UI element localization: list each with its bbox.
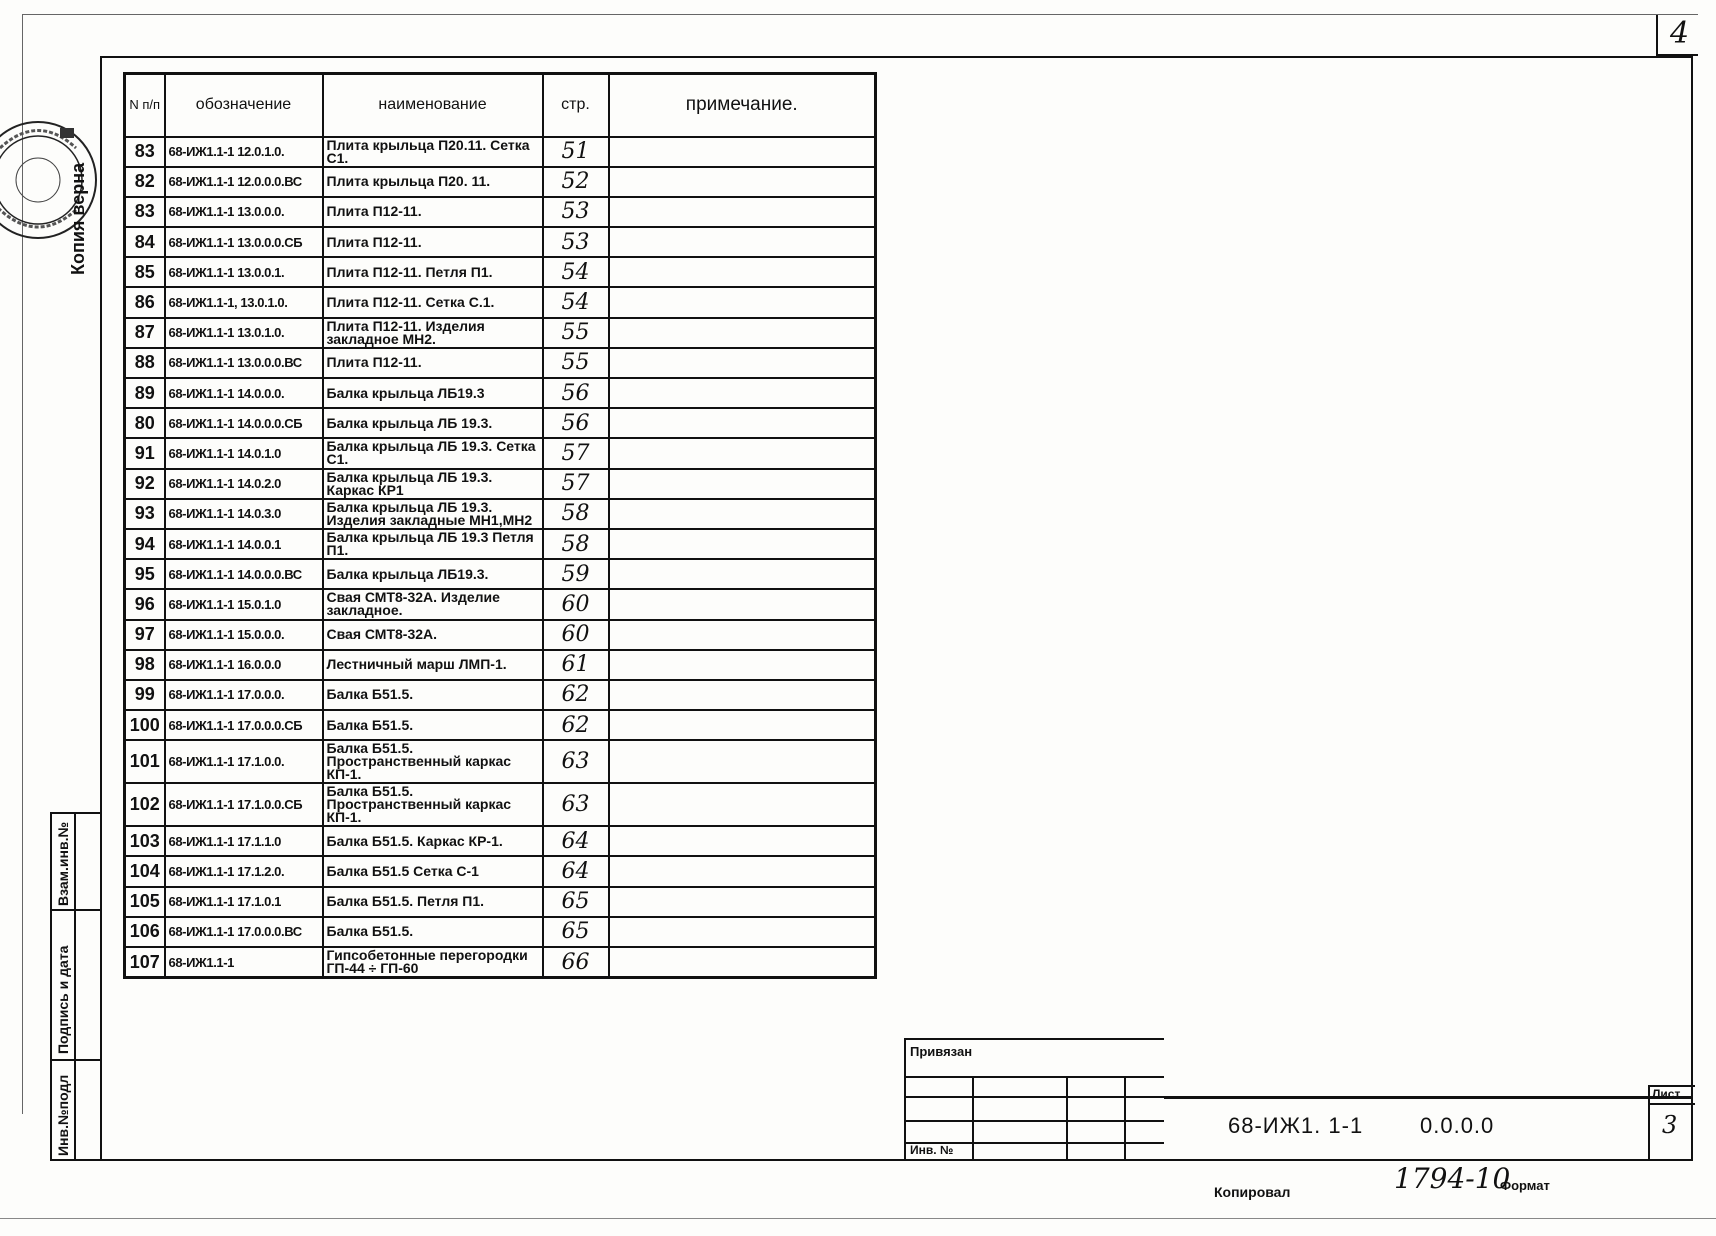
table-row [125, 499, 876, 529]
row-name: Плита П12-11. [323, 348, 543, 378]
side-vzam-inv: Взам.инв.№ [55, 821, 71, 906]
row-note [609, 620, 876, 650]
row-name: Балка Б51.5. Пространственный каркас КП-1. [323, 783, 543, 826]
row-num: 84 [125, 227, 165, 257]
row-page: 65 [543, 887, 609, 917]
row-designation: 68-ИЖ1.1-1 14.0.2.0 [165, 469, 323, 499]
row-page: 60 [543, 589, 609, 619]
row-designation: 68-ИЖ1.1-1 15.0.1.0 [165, 589, 323, 619]
table-row [125, 650, 876, 680]
sheet-cell [1648, 1085, 1693, 1161]
row-page: 55 [543, 348, 609, 378]
row-note [609, 287, 876, 317]
row-num: 80 [125, 408, 165, 438]
register-table [123, 72, 877, 979]
seal-caption: Копия верна [68, 162, 88, 275]
row-num: 107 [125, 947, 165, 978]
row-page: 53 [543, 227, 609, 257]
sheet-value: 3 [1662, 1111, 1678, 1139]
row-name: Балка Б51.5. Пространственный каркас КП-1. [323, 740, 543, 783]
row-designation: 68-ИЖ1.1-1, 13.0.1.0. [165, 287, 323, 317]
row-name: Плита крыльца П20. 11. [323, 167, 543, 197]
doc-code-block [1164, 1087, 1693, 1161]
row-name: Плита П12-11. Изделия закладное МН2. [323, 318, 543, 348]
col-header-page: стр. [543, 74, 609, 137]
row-note [609, 529, 876, 559]
row-num: 87 [125, 318, 165, 348]
table-row [125, 826, 876, 856]
row-designation: 68-ИЖ1.1-1 13.0.0.0.СБ [165, 227, 323, 257]
row-note [609, 826, 876, 856]
row-num: 101 [125, 740, 165, 783]
row-note [609, 348, 876, 378]
table-row [125, 167, 876, 197]
table-row [125, 438, 876, 468]
row-page: 54 [543, 257, 609, 287]
row-num: 85 [125, 257, 165, 287]
row-num: 91 [125, 438, 165, 468]
row-name: Плита П12-11. Петля П1. [323, 257, 543, 287]
table-row [125, 589, 876, 619]
privyazan-label: Привязан [910, 1044, 973, 1059]
table-row [125, 137, 876, 167]
row-designation: 68-ИЖ1.1-1 14.0.3.0 [165, 499, 323, 529]
row-designation: 68-ИЖ1.1-1 14.0.0.0.СБ [165, 408, 323, 438]
row-designation: 68-ИЖ1.1-1 17.0.0.0.ВС [165, 917, 323, 947]
row-note [609, 257, 876, 287]
row-name: Лестничный марш ЛМП-1. [323, 650, 543, 680]
row-num: 96 [125, 589, 165, 619]
row-page: 62 [543, 680, 609, 710]
row-designation: 68-ИЖ1.1-1 13.0.1.0. [165, 318, 323, 348]
table-row [125, 710, 876, 740]
row-num: 86 [125, 287, 165, 317]
table-row [125, 529, 876, 559]
row-name: Плита крыльца П20.11. Сетка С1. [323, 137, 543, 167]
row-page: 60 [543, 620, 609, 650]
row-num: 95 [125, 559, 165, 589]
row-page: 55 [543, 318, 609, 348]
col-header-designation: обозначение [165, 74, 323, 137]
row-name: Балка Б51.5. [323, 680, 543, 710]
table-row [125, 620, 876, 650]
row-designation: 68-ИЖ1.1-1 17.1.0.0. [165, 740, 323, 783]
row-name: Балка крыльца ЛБ 19.3. [323, 408, 543, 438]
row-num: 83 [125, 197, 165, 227]
row-note [609, 947, 876, 978]
row-name: Балка крыльца ЛБ19.3. [323, 559, 543, 589]
row-note [609, 438, 876, 468]
row-note [609, 227, 876, 257]
row-page: 54 [543, 287, 609, 317]
row-note [609, 167, 876, 197]
row-num: 97 [125, 620, 165, 650]
table-row [125, 318, 876, 348]
row-num: 94 [125, 529, 165, 559]
row-designation: 68-ИЖ1.1-1 17.1.2.0. [165, 856, 323, 886]
table-row [125, 257, 876, 287]
row-name: Балка Б51.5. Каркас КР-1. [323, 826, 543, 856]
row-name: Балка Б51.5. [323, 917, 543, 947]
corner-sheet-number: 4 [1670, 16, 1690, 51]
row-page: 52 [543, 167, 609, 197]
row-num: 105 [125, 887, 165, 917]
row-page: 57 [543, 469, 609, 499]
table-row [125, 197, 876, 227]
row-designation: 68-ИЖ1.1-1 13.0.0.1. [165, 257, 323, 287]
side-stamp-column [50, 812, 102, 1161]
row-page: 61 [543, 650, 609, 680]
register-header-row [125, 74, 876, 137]
row-page: 51 [543, 137, 609, 167]
row-page: 59 [543, 559, 609, 589]
row-name: Балка Б51.5. Петля П1. [323, 887, 543, 917]
row-num: 92 [125, 469, 165, 499]
row-page: 56 [543, 378, 609, 408]
table-row [125, 856, 876, 886]
row-designation: 68-ИЖ1.1-1 17.1.1.0 [165, 826, 323, 856]
copy-seal-stamp [0, 108, 110, 258]
row-designation: 68-ИЖ1.1-1 17.0.0.0.СБ [165, 710, 323, 740]
col-header-note: примечание. [609, 74, 876, 137]
row-num: 102 [125, 783, 165, 826]
row-designation: 68-ИЖ1.1-1 15.0.0.0. [165, 620, 323, 650]
table-row [125, 227, 876, 257]
row-name: Плита П12-11. Сетка С.1. [323, 287, 543, 317]
row-note [609, 710, 876, 740]
row-page: 58 [543, 499, 609, 529]
row-num: 82 [125, 167, 165, 197]
sheet-label: Лист [1652, 1087, 1681, 1101]
row-note [609, 887, 876, 917]
row-name: Балка крыльца ЛБ 19.3 Петля П1. [323, 529, 543, 559]
table-row [125, 287, 876, 317]
row-designation: 68-ИЖ1.1-1 14.0.1.0 [165, 438, 323, 468]
row-designation: 68-ИЖ1.1-1 14.0.0.1 [165, 529, 323, 559]
row-note [609, 740, 876, 783]
row-designation: 68-ИЖ1.1-1 14.0.0.0. [165, 378, 323, 408]
doc-code: 68-ИЖ1. 1-1 [1228, 1113, 1364, 1138]
row-name: Балка крыльца ЛБ 19.3. Сетка С1. [323, 438, 543, 468]
row-designation: 68-ИЖ1.1-1 12.0.1.0. [165, 137, 323, 167]
row-note [609, 856, 876, 886]
table-row [125, 887, 876, 917]
col-header-num: N п/п [125, 74, 165, 137]
row-name: Свая СМТ8-32А. Изделие закладное. [323, 589, 543, 619]
row-page: 63 [543, 740, 609, 783]
row-note [609, 917, 876, 947]
row-designation: 68-ИЖ1.1-1 13.0.0.0. [165, 197, 323, 227]
row-num: 106 [125, 917, 165, 947]
table-row [125, 917, 876, 947]
row-num: 104 [125, 856, 165, 886]
row-num: 98 [125, 650, 165, 680]
row-num: 88 [125, 348, 165, 378]
side-signature-date: Подпись и дата [55, 945, 71, 1054]
row-note [609, 469, 876, 499]
row-name: Балка Б51.5 Сетка С-1 [323, 856, 543, 886]
table-row [125, 783, 876, 826]
table-row [125, 680, 876, 710]
row-designation: 68-ИЖ1.1-1 12.0.0.0.ВС [165, 167, 323, 197]
row-page: 64 [543, 856, 609, 886]
row-num: 83 [125, 137, 165, 167]
table-row [125, 947, 876, 978]
row-num: 93 [125, 499, 165, 529]
row-note [609, 783, 876, 826]
row-page: 53 [543, 197, 609, 227]
row-note [609, 650, 876, 680]
row-page: 58 [543, 529, 609, 559]
kopiroval-label: Копировал [1214, 1184, 1291, 1200]
row-name: Балка Б51.5. [323, 710, 543, 740]
row-page: 66 [543, 947, 609, 978]
row-note [609, 137, 876, 167]
row-name: Балка крыльца ЛБ 19.3. Каркас КР1 [323, 469, 543, 499]
table-row [125, 559, 876, 589]
row-num: 103 [125, 826, 165, 856]
row-num: 99 [125, 680, 165, 710]
row-page: 56 [543, 408, 609, 438]
row-designation: 68-ИЖ1.1-1 17.1.0.0.СБ [165, 783, 323, 826]
row-num: 89 [125, 378, 165, 408]
row-name: Плита П12-11. [323, 227, 543, 257]
side-inv-podl: Инв.№подл [55, 1074, 71, 1156]
row-page: 57 [543, 438, 609, 468]
table-row [125, 348, 876, 378]
format-label: Формат [1500, 1178, 1550, 1193]
table-row [125, 740, 876, 783]
row-note [609, 408, 876, 438]
top-border-line [22, 14, 1698, 15]
row-name: Балка крыльца ЛБ19.3 [323, 378, 543, 408]
row-designation: 68-ИЖ1.1-1 [165, 947, 323, 978]
row-note [609, 589, 876, 619]
table-row [125, 378, 876, 408]
row-page: 62 [543, 710, 609, 740]
row-designation: 68-ИЖ1.1-1 16.0.0.0 [165, 650, 323, 680]
row-page: 64 [543, 826, 609, 856]
row-note [609, 680, 876, 710]
row-designation: 68-ИЖ1.1-1 13.0.0.0.ВС [165, 348, 323, 378]
row-note [609, 378, 876, 408]
row-note [609, 559, 876, 589]
row-note [609, 499, 876, 529]
row-designation: 68-ИЖ1.1-1 17.0.0.0. [165, 680, 323, 710]
row-name: Свая СМТ8-32А. [323, 620, 543, 650]
privyazan-block [904, 1038, 1164, 1161]
inv-no-label: Инв. № [910, 1143, 954, 1157]
row-name: Плита П12-11. [323, 197, 543, 227]
table-row [125, 469, 876, 499]
row-num: 100 [125, 710, 165, 740]
table-row [125, 408, 876, 438]
handwritten-id: 1794-10 [1394, 1162, 1511, 1195]
doc-number: 0.0.0.0 [1420, 1113, 1495, 1138]
bottom-edge-line [0, 1218, 1716, 1219]
row-name: Балка крыльца ЛБ 19.3. Изделия закладные МН1,МН2 [323, 499, 543, 529]
row-designation: 68-ИЖ1.1-1 17.1.0.1 [165, 887, 323, 917]
col-header-name: наименование [323, 74, 543, 137]
row-note [609, 318, 876, 348]
row-page: 65 [543, 917, 609, 947]
row-page: 63 [543, 783, 609, 826]
corner-sheet-box [1656, 14, 1698, 56]
row-designation: 68-ИЖ1.1-1 14.0.0.0.ВС [165, 559, 323, 589]
row-note [609, 197, 876, 227]
row-name: Гипсобетонные перегородки ГП-44 ÷ ГП-60 [323, 947, 543, 978]
